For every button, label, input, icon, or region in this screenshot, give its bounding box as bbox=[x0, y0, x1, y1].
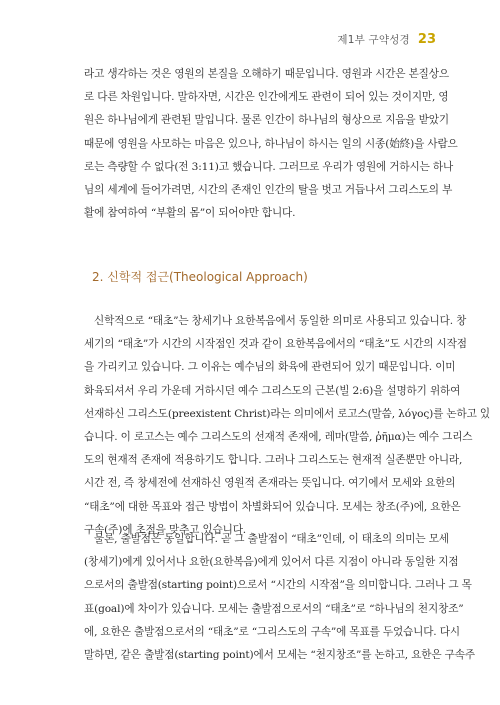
text-line: 라고 생각하는 것은 영원의 본질을 오해하기 때문입니다. 영원과 시간은 본질상으 bbox=[84, 68, 449, 80]
text-line: 에, 요한은 출발점으로서의 “태초”로 “그리스도의 구속”에 목표를 두었습니다. 다시 bbox=[84, 625, 460, 638]
text-line: 습니다. 이 로고스는 예수 그리스도의 선재적 존재에, 레마(말씀, ῥῆμα)는 예수 그리스 bbox=[84, 431, 473, 444]
text-line: 구속(주)에 초점을 맞추고 있습니다. bbox=[84, 523, 247, 536]
page-number: 23 bbox=[417, 32, 436, 47]
paragraph-starting-point bbox=[84, 528, 475, 667]
running-header bbox=[337, 32, 436, 47]
text-line: 님의 세계에 들어가려면, 시간의 존재인 인간의 탈을 벗고 거듭나서 그리스도의 부 bbox=[84, 184, 453, 197]
text-line: 물론, 출발점은 동일합니다. 곧 그 출발점이 “태초”인데, 이 태초의 의미는 모세 bbox=[94, 533, 449, 545]
text-line: 화육되셔서 우리 가운데 거하시던 예수 그리스도의 근본(빌 2:6)을 설명하기 위하여 bbox=[84, 384, 461, 397]
text-line: 시간 전, 즉 창세전에 선재하신 영원적 존재라는 뜻입니다. 여기에서 모세와 요한의 bbox=[84, 477, 456, 490]
paragraph-continuation bbox=[84, 63, 458, 225]
text-line: 로 다른 차원입니다. 말하자면, 시간은 인간에게도 관련이 되어 있는 것이지만, 영 bbox=[84, 91, 449, 104]
text-line: (창세기)에게 있어서나 요한(요한복음)에게 있어서 다른 지점이 아니라 동일한 지점 bbox=[84, 556, 459, 569]
text-line: 신학적으로 “태초”는 창세기나 요한복음에서 동일한 의미로 사용되고 있습니다. 창 bbox=[94, 315, 467, 327]
section-heading: 2. 신학적 접근(Theological Approach) bbox=[92, 270, 308, 284]
text-line: 때문에 영원을 사모하는 마음은 있으나, 하나님이 하시는 일의 시종(始終)을 사람으 bbox=[84, 137, 458, 150]
text-line: 원은 하나님에게 관련된 말입니다. 물론 인간이 하나님의 형상으로 지음을 받았기 bbox=[84, 114, 449, 127]
text-line: 세기의 “태초”가 시간의 시작점인 것과 같이 요한복음에서의 “태초”도 시간의 시작점 bbox=[84, 338, 467, 351]
part-title: 제1부 구약성경 bbox=[337, 34, 410, 46]
text-line: 활에 참여하여 “부활의 몸”이 되어야만 합니다. bbox=[84, 207, 296, 220]
text-line: 표(goal)에 차이가 있습니다. 모세는 출발점으로서의 “태초”로 “하나님의 천지창조” bbox=[84, 602, 464, 615]
text-line: 선재하신 그리스도(preexistent Christ)라는 의미에서 로고스(말씀, λόγος)를 논하고 있 bbox=[84, 407, 490, 420]
text-line: 을 가리키고 있습니다. 그 이유는 예수님의 화육에 관련되어 있기 때문입니다. 이미 bbox=[84, 361, 456, 374]
text-line: 말하면, 같은 출발점(starting point)에서 모세는 “천지창조”를 논하고, 요한은 구속주 bbox=[84, 649, 475, 662]
text-line: 으로서의 출발점(starting point)으로서 “시간의 시작점”을 의미합니다. 그러나 그 목 bbox=[84, 579, 472, 592]
paragraph-theology bbox=[84, 310, 490, 542]
text-line: “태초”에 대한 목표와 접근 방법이 차별화되어 있습니다. 모세는 창조(주)에, 요한은 bbox=[84, 500, 461, 513]
text-line: 도의 현재적 존재에 적용하기도 합니다. 그러나 그리스도는 현재적 실존뿐만 아니라, bbox=[84, 454, 463, 467]
text-line: 로는 측량할 수 없다(전 3:11)고 했습니다. 그러므로 우리가 영원에 거하시는 하나 bbox=[84, 160, 454, 173]
